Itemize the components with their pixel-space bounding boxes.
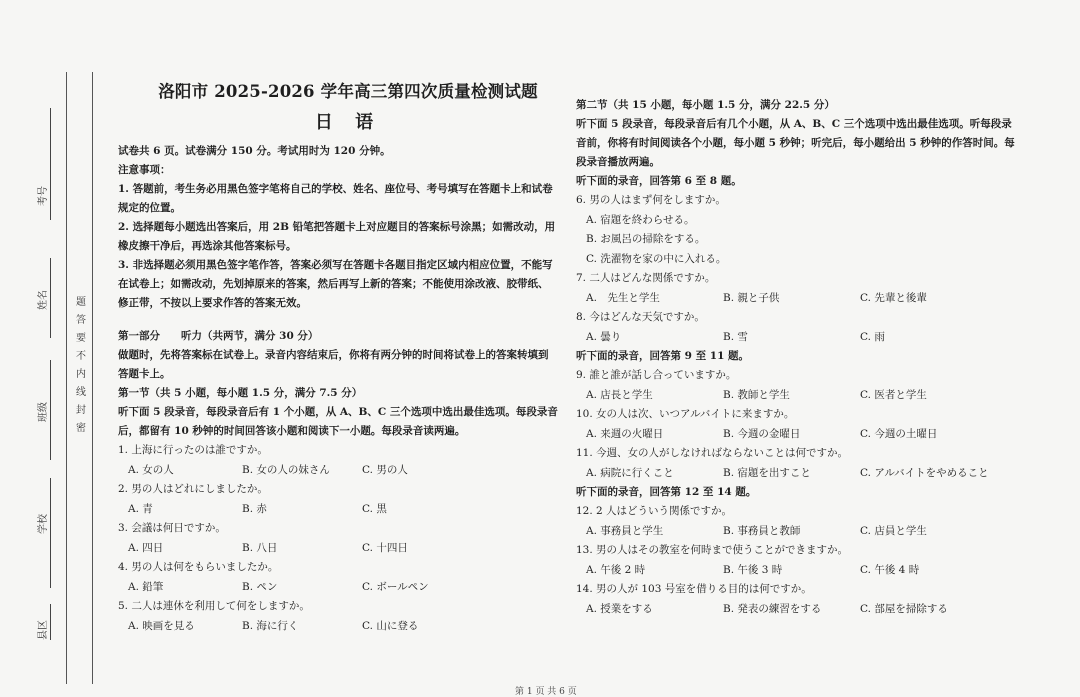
option-b: B. 教師と学生 <box>723 388 790 401</box>
school-underline <box>50 478 51 588</box>
question-text: 1. 上海に行ったのは誰ですか。 <box>118 444 268 456</box>
exam-title: 洛阳市 2025-2026 学年高三第四次质量检测试题 <box>158 82 538 101</box>
section1-heading: 第一节（共 5 小题，每小题 1.5 分，满分 7.5 分） <box>118 387 363 399</box>
question-block <box>118 441 558 480</box>
option-c: C. 午後 4 時 <box>860 563 920 576</box>
kaohao-underline <box>50 108 51 220</box>
group-instruction: 听下面的录音，回答第 12 至 14 题。 <box>576 486 757 498</box>
question-text: 13. 男の人はその教室を何時まで使うことができますか。 <box>576 544 849 556</box>
option-a: A. 青 <box>128 502 153 515</box>
seal-char: 封 <box>76 405 86 416</box>
binding-line-outer <box>66 72 67 684</box>
seal-char: 密 <box>76 423 86 434</box>
school-label: 学校 <box>38 514 49 534</box>
option-c: C. アルバイトをやめること <box>860 466 989 479</box>
seal-char: 不 <box>76 351 86 362</box>
option-c: C. 今週の土曜日 <box>860 427 938 440</box>
option-b: B. 海に行く <box>242 619 299 632</box>
option-a: A. 授業をする <box>586 602 653 615</box>
kaohao-label: 考号 <box>38 186 49 206</box>
class-underline <box>50 360 51 460</box>
option-b: B. 八日 <box>242 541 278 554</box>
option-c: C. 男の人 <box>362 463 408 476</box>
seal-char: 题 <box>76 297 86 308</box>
part1-heading: 第一部分 听力（共两节，满分 30 分） <box>118 330 319 342</box>
notice-title: 注意事项： <box>118 164 171 176</box>
option-b: B. 女の人の妹さん <box>242 463 330 476</box>
option-a: A. 事務員と学生 <box>586 524 664 537</box>
option-b: B. 雪 <box>723 330 748 343</box>
option-c: C. 店員と学生 <box>860 524 927 537</box>
seal-char: 答 <box>76 315 86 326</box>
part1-instruction: 做题时，先将答案标在试卷上。录音内容结束后，你将有两分钟的时间将试卷上的答案转填到答题卡上。 <box>118 349 549 380</box>
section2-heading: 第二节（共 15 小题，每小题 1.5 分，满分 22.5 分） <box>576 99 835 111</box>
option-c: C. 雨 <box>860 330 885 343</box>
class-label: 班级 <box>38 402 49 422</box>
question-text: 9. 誰と誰が話し合っていますか。 <box>576 369 737 381</box>
option-c: C. 先輩と後輩 <box>860 291 927 304</box>
question-text: 4. 男の人は何をもらいましたか。 <box>118 561 279 573</box>
question-block <box>118 558 558 597</box>
question-text: 12. 2 人はどういう関係ですか。 <box>576 505 733 517</box>
option-a: A. 曇り <box>586 330 622 343</box>
option-c: C. ボールペン <box>362 580 429 593</box>
question-text: 5. 二人は連休を利用して何をしますか。 <box>118 600 310 612</box>
question-block <box>118 597 558 636</box>
option-a: A. 店長と学生 <box>586 388 653 401</box>
option-a: A. 映画を見る <box>128 619 195 632</box>
right-column <box>576 96 1016 619</box>
section2-instruction: 听下面 5 段录音，每段录音后有几个小题，从 A、B、C 三个选项中选出最佳选项。听每段录音前，你将有时间阅读各个小题，每小题 5 秒钟；听完后，每小题给出 5 秒钟的作答时间。每段录音播放两遍。 <box>576 118 1015 168</box>
option-a: A. 宿題を終わらせる。 <box>586 213 695 226</box>
option-b: B. ペン <box>242 580 278 593</box>
name-underline <box>50 258 51 338</box>
group-instruction: 听下面的录音，回答第 6 至 8 题。 <box>576 175 742 187</box>
seal-text <box>74 294 88 438</box>
option-a: A. 四日 <box>128 541 164 554</box>
option-a: A. 先生と学生 <box>586 291 660 304</box>
section1-instruction: 听下面 5 段录音，每段录音后有 1 个小题，从 A、B、C 三个选项中选出最佳选项。每段录音后，都留有 10 秒钟的时间回答该小题和阅读下一小题。每段录音读两遍。 <box>118 406 558 437</box>
seal-char: 线 <box>76 387 86 398</box>
option-b: B. 赤 <box>242 502 267 515</box>
exam-total: 试卷共 6 页。试卷满分 150 分。考试用时为 120 分钟。 <box>118 145 391 157</box>
option-a: A. 来週の火曜日 <box>586 427 664 440</box>
page-footer: 第 1 页 共 6 页 <box>515 687 577 697</box>
seal-char: 要 <box>76 333 86 344</box>
option-a: A. 女の人 <box>128 463 174 476</box>
option-c: C. 山に登る <box>362 619 419 632</box>
seal-char: 内 <box>76 369 86 380</box>
option-b: B. お風呂の掃除をする。 <box>586 233 706 245</box>
question-text: 7. 二人はどんな関係ですか。 <box>576 272 716 284</box>
notice-item: 3. 非选择题必须用黑色签字笔作答，答案必须写在答题卡各题目指定区域内相应位置，不能写在试卷上；如需改动，先划掉原来的答案，然后再写上新的答案；不能使用涂改液、胶带纸、修正带，不按以上要求作答的答案无效。 <box>118 259 553 309</box>
option-c: C. 十四日 <box>362 541 408 554</box>
question-block <box>118 519 558 558</box>
option-c: C. 医者と学生 <box>860 388 927 401</box>
name-label: 姓名 <box>38 290 49 310</box>
option-b: B. 今週の金曜日 <box>723 427 801 440</box>
question-text: 2. 男の人はどれにしましたか。 <box>118 483 268 495</box>
question-text: 8. 今はどんな天気ですか。 <box>576 311 705 323</box>
option-a: A. 鉛筆 <box>128 580 164 593</box>
option-b: B. 事務員と教師 <box>723 524 801 537</box>
question-text: 10. 女の人は次、いつアルバイトに来ますか。 <box>576 408 795 420</box>
question-block <box>118 480 558 519</box>
option-a: A. 病院に行くこと <box>586 466 674 479</box>
question-text: 3. 会議は何日ですか。 <box>118 522 226 534</box>
question-text: 14. 男の人が 103 号室を借りる目的は何ですか。 <box>576 583 812 595</box>
notice-item: 1. 答题前，考生务必用黑色签字笔将自己的学校、姓名、座位号、考号填写在答题卡上和试卷规定的位置。 <box>118 183 553 214</box>
option-b: B. 発表の練習をする <box>723 602 822 615</box>
county-underline <box>50 604 51 640</box>
option-c: C. 黒 <box>362 502 387 515</box>
option-c: C. 部屋を掃除する <box>860 602 948 615</box>
exam-subject: 日 语 <box>314 112 382 133</box>
group-instruction: 听下面的录音，回答第 9 至 11 题。 <box>576 350 750 362</box>
binding-line-inner <box>92 72 93 684</box>
question-text: 11. 今週、女の人がしなければならないことは何ですか。 <box>576 447 849 459</box>
question-text: 6. 男の人はまず何をしますか。 <box>576 194 726 206</box>
option-b: B. 午後 3 時 <box>723 563 783 576</box>
option-a: A. 午後 2 時 <box>586 563 646 576</box>
left-column <box>118 78 558 636</box>
county-label: 县区 <box>38 620 49 640</box>
notice-item: 2. 选择题每小题选出答案后，用 2B 铅笔把答题卡上对应题目的答案标号涂黑；如需改动，用橡皮擦干净后，再选涂其他答案标号。 <box>118 221 556 252</box>
option-c: C. 洗濯物を家の中に入れる。 <box>586 252 727 265</box>
option-b: B. 親と子供 <box>723 291 780 304</box>
option-b: B. 宿題を出すこと <box>723 466 811 479</box>
